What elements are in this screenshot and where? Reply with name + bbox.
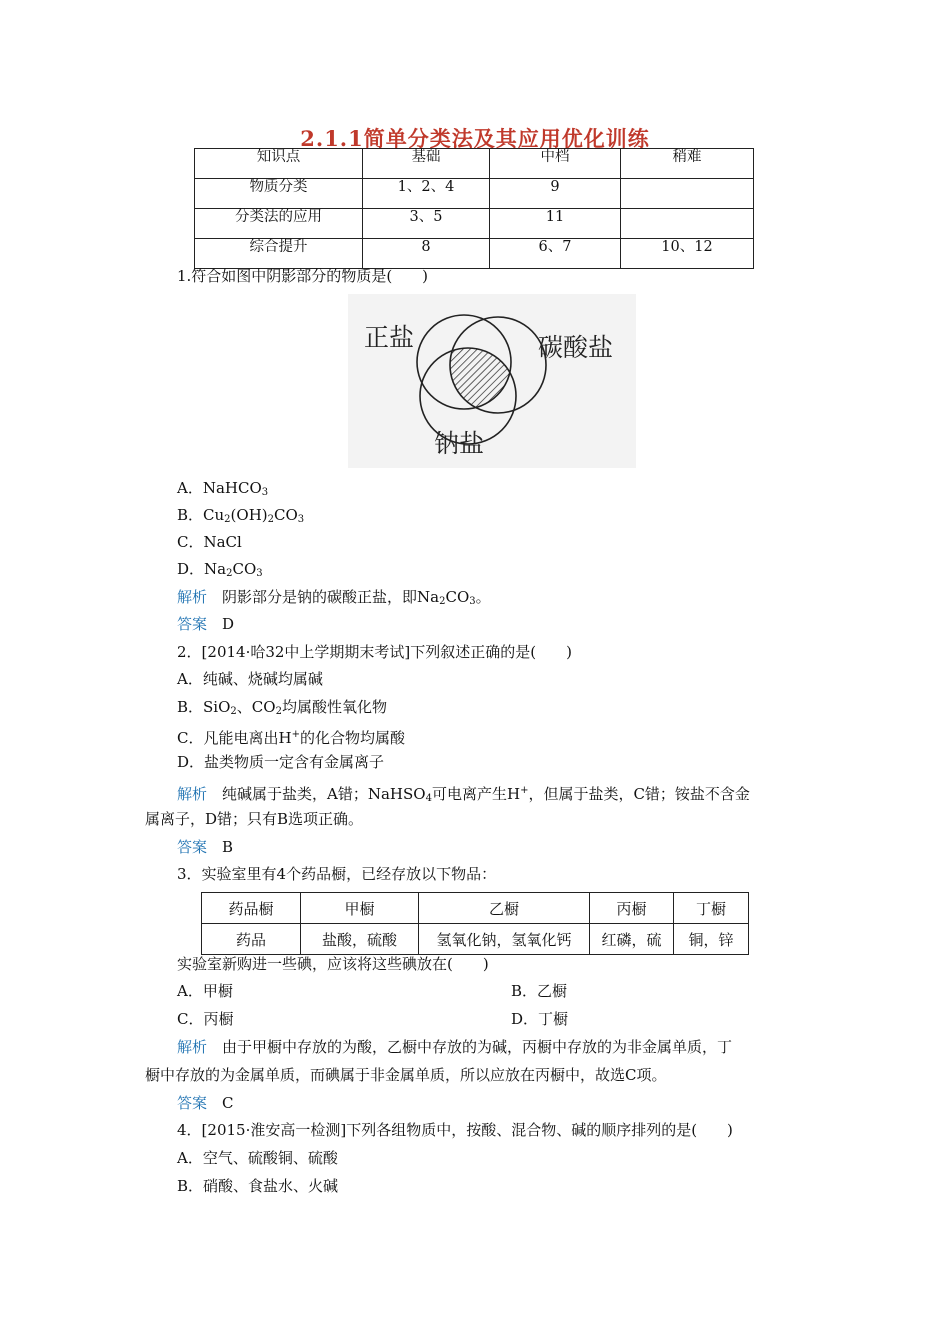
table-cell bbox=[621, 209, 754, 239]
table-cell: 1、2、4 bbox=[363, 179, 490, 209]
q1-option-b: B．$Cu_2(OH)_2CO_3$ bbox=[177, 506, 305, 525]
table-header-cell: 药品橱 bbox=[202, 893, 301, 924]
table-cell: 红磷，硫 bbox=[590, 924, 674, 955]
venn-diagram bbox=[348, 294, 636, 468]
table-cell: 物质分类 bbox=[195, 179, 363, 209]
table-row bbox=[195, 209, 754, 239]
q2-answer: 答案 B bbox=[177, 838, 234, 856]
table-header-cell: 乙橱 bbox=[419, 893, 590, 924]
q2-analysis-line1: 解析 纯碱属于盐类，A错；NaHSO$_4$可电离产生H+，但属于盐类，C错；铵盐不含金 bbox=[177, 785, 750, 804]
q1-option-a: A．NaHCO$_3$ bbox=[177, 479, 269, 498]
q2-analysis-line2: 属离子，D错；只有B选项正确。 bbox=[145, 810, 364, 828]
q2-option-a: A．纯碱、烧碱均属碱 bbox=[177, 670, 323, 688]
analysis-label: 解析 bbox=[177, 588, 208, 606]
q3-option-b: B．乙橱 bbox=[511, 982, 568, 1000]
q1-answer: 答案 D bbox=[177, 615, 235, 633]
q4-stem: 4．[2015·淮安高一检测]下列各组物质中，按酸、混合物、碱的顺序排列的是( ) bbox=[177, 1121, 733, 1139]
table-header-cell: 基础 bbox=[363, 149, 490, 179]
table-cell: 盐酸，硫酸 bbox=[301, 924, 419, 955]
q3-answer: 答案 C bbox=[177, 1094, 234, 1112]
answer-label: 答案 bbox=[177, 615, 208, 633]
table-cell: 分类法的应用 bbox=[195, 209, 363, 239]
table-cell: 药品 bbox=[202, 924, 301, 955]
knowledge-table bbox=[194, 148, 754, 269]
answer-label: 答案 bbox=[177, 1094, 208, 1112]
analysis-label: 解析 bbox=[177, 785, 208, 803]
answer-label: 答案 bbox=[177, 838, 208, 856]
table-header-cell: 丁橱 bbox=[674, 893, 749, 924]
q2-option-d: D．盐类物质一定含有金属离子 bbox=[177, 753, 385, 771]
table-header-cell: 中档 bbox=[490, 149, 621, 179]
q3-question: 实验室新购进一些碘，应该将这些碘放在( ) bbox=[177, 955, 489, 973]
table-cell: 11 bbox=[490, 209, 621, 239]
table-header-row bbox=[202, 893, 749, 924]
page-title: 2.1.1简单分类法及其应用优化训练 bbox=[300, 126, 650, 151]
table-header-row bbox=[195, 149, 754, 179]
q4-option-b: B．硝酸、食盐水、火碱 bbox=[177, 1177, 339, 1195]
q1-option-d: D．$Na_2CO_3$ bbox=[177, 560, 263, 579]
table-cell: 6、7 bbox=[490, 239, 621, 269]
table-cell: 3、5 bbox=[363, 209, 490, 239]
table-cell: 综合提升 bbox=[195, 239, 363, 269]
table-header-cell: 甲橱 bbox=[301, 893, 419, 924]
venn-label-nayan: 钠盐 bbox=[434, 429, 485, 458]
table-row bbox=[202, 924, 749, 955]
q1-stem: 1.符合如图中阴影部分的物质是( ) bbox=[177, 267, 429, 285]
cabinet-table bbox=[201, 892, 749, 955]
table-row bbox=[195, 179, 754, 209]
q2-option-b: B．SiO$_2$、$CO_2$均属酸性氧化物 bbox=[177, 698, 387, 717]
venn-label-zhengyan: 正盐 bbox=[364, 323, 415, 352]
q4-option-a: A．空气、硫酸铜、硫酸 bbox=[177, 1149, 338, 1167]
q3-stem: 3．实验室里有4个药品橱，已经存放以下物品： bbox=[177, 865, 497, 883]
table-header-cell: 丙橱 bbox=[590, 893, 674, 924]
analysis-label: 解析 bbox=[177, 1038, 208, 1056]
q3-analysis-line2: 橱中存放的为金属单质，而碘属于非金属单质，所以应放在丙橱中，故选C项。 bbox=[145, 1066, 667, 1084]
table-header-cell: 知识点 bbox=[195, 149, 363, 179]
q1-option-c: C．NaCl bbox=[177, 533, 242, 551]
q3-option-a: A．甲橱 bbox=[177, 982, 233, 1000]
table-cell: 8 bbox=[363, 239, 490, 269]
table-row bbox=[195, 239, 754, 269]
table-header-cell: 稍难 bbox=[621, 149, 754, 179]
table-cell: 9 bbox=[490, 179, 621, 209]
q1-analysis: 解析 阴影部分是钠的碳酸正盐，即$Na_2CO_3$。 bbox=[177, 588, 491, 607]
table-cell: 铜，锌 bbox=[674, 924, 749, 955]
venn-label-tansuanyan: 碳酸盐 bbox=[538, 333, 614, 362]
table-cell bbox=[621, 179, 754, 209]
q2-option-c: C．凡能电离出H+的化合物均属酸 bbox=[177, 729, 405, 747]
table-cell: 氢氧化钠，氢氧化钙 bbox=[419, 924, 590, 955]
q3-option-d: D．丁橱 bbox=[511, 1010, 569, 1028]
table-cell: 10、12 bbox=[621, 239, 754, 269]
q3-analysis-line1: 解析 由于甲橱中存放的为酸，乙橱中存放的为碱，丙橱中存放的为非金属单质，丁 bbox=[177, 1038, 733, 1056]
q3-option-c: C．丙橱 bbox=[177, 1010, 234, 1028]
q2-stem: 2．[2014·哈32中上学期期末考试]下列叙述正确的是( ) bbox=[177, 643, 572, 661]
